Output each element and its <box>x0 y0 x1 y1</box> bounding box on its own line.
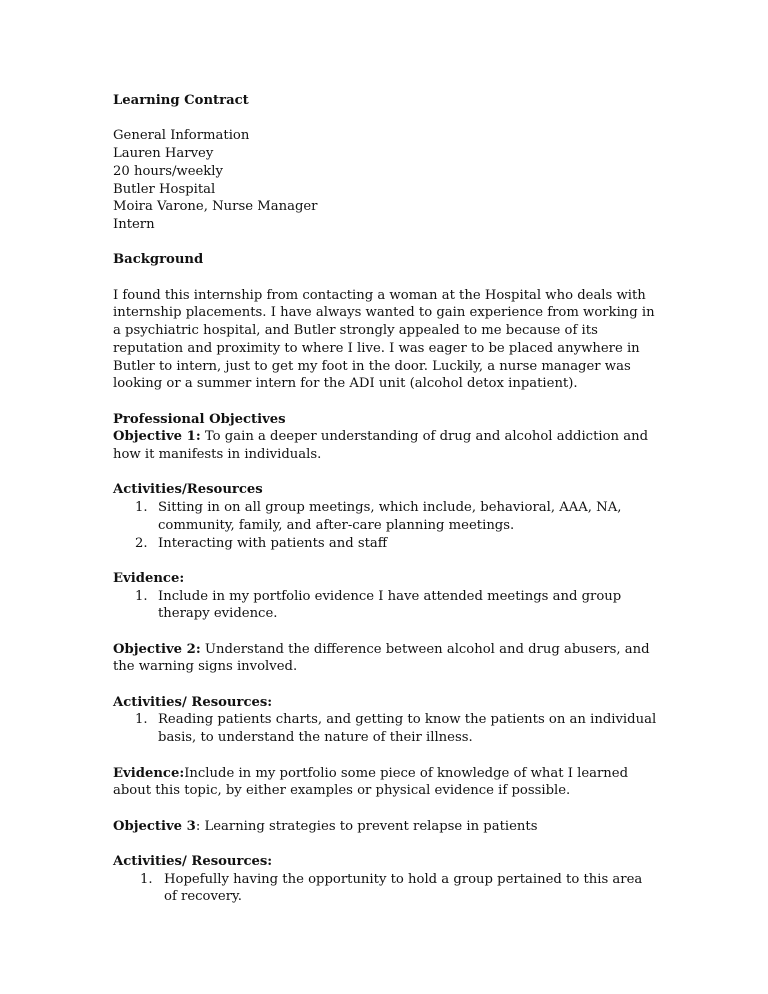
document-title: Learning Contract <box>113 93 249 108</box>
general-information-heading: General Information <box>113 128 250 144</box>
objective-1-evidence-heading: Evidence: <box>113 570 185 586</box>
list-item-text: Reading patients charts, and getting to know the patients on an individual basis, to understand the nature of their illness. <box>158 712 657 746</box>
objective-2-activities-list <box>113 711 658 746</box>
objective-1-label: Objective 1: <box>113 429 201 445</box>
objective-1-evidence-list <box>113 588 658 623</box>
list-item-text: Include in my portfolio evidence I have attended meetings and group therapy evidence. <box>158 588 622 622</box>
list-item-text: Hopefully having the opportunity to hold a group pertained to this area of recovery. <box>164 871 643 905</box>
list-number: 1. <box>135 588 148 604</box>
objective-3-activities-heading: Activities/ Resources: <box>113 854 273 870</box>
list-number: 1. <box>135 712 148 728</box>
document-body <box>113 92 658 906</box>
list-number: 1. <box>140 871 153 887</box>
objective-1-text: To gain a deeper understanding of drug and alcohol addiction and how it manifests in individuals. <box>113 429 649 462</box>
internship-site: Butler Hospital <box>113 181 216 197</box>
list-item <box>113 499 658 534</box>
objective-2-evidence <box>113 765 658 800</box>
professional-objectives-heading: Professional Objectives <box>113 411 286 427</box>
objective-1-activities-list <box>113 499 658 552</box>
list-item-text: Sitting in on all group meetings, which include, behavioral, AAA, NA, community, family, and after-care planning meetings. <box>158 500 622 533</box>
list-number: 2. <box>135 535 148 551</box>
objective-2-activities-heading: Activities/ Resources: <box>113 694 273 710</box>
objective-3 <box>113 818 658 836</box>
objective-3-label: Objective 3 <box>113 818 196 834</box>
list-item <box>113 535 658 553</box>
list-item-text: Interacting with patients and staff <box>158 535 388 551</box>
background-heading: Background <box>113 252 204 268</box>
objective-2-evidence-text: Include in my portfolio some piece of knowledge of what I learned about this topic, by either examples or physical evidence if possible. <box>113 765 629 799</box>
list-item <box>113 871 658 906</box>
objective-2-evidence-label: Evidence: <box>113 765 185 781</box>
general-information-block <box>113 127 658 233</box>
list-number: 1. <box>135 500 148 516</box>
supervisor: Moira Varone, Nurse Manager <box>113 199 318 215</box>
student-name: Lauren Harvey <box>113 146 214 162</box>
hours-per-week: 20 hours/weekly <box>113 163 223 179</box>
objective-3-activities-list <box>113 871 658 906</box>
background-paragraph: I found this internship from contacting a woman at the Hospital who deals with internship placements. I have always wanted to gain experience from working in a psychiatric hospital, and Butler strongly appealed to me because of its reputation and proximity to where I live. I was eager to be placed anywhere in Butler to intern, just to get my foot in the door. Luckily, a nurse manager was looking or a summer intern for the ADI unit (alcohol detox inpatient). <box>113 287 655 392</box>
list-item <box>113 711 658 746</box>
objective-3-text: : Learning strategies to prevent relapse in patients <box>195 818 538 834</box>
objective-1-activities-heading: Activities/Resources <box>113 482 263 498</box>
objective-2 <box>113 641 658 676</box>
objective-2-label: Objective 2: <box>113 641 201 657</box>
list-item <box>113 588 658 623</box>
role: Intern <box>113 216 155 232</box>
objective-1 <box>113 428 658 463</box>
objective-2-text: Understand the difference between alcohol and drug abusers, and the warning signs involved. <box>113 641 650 675</box>
